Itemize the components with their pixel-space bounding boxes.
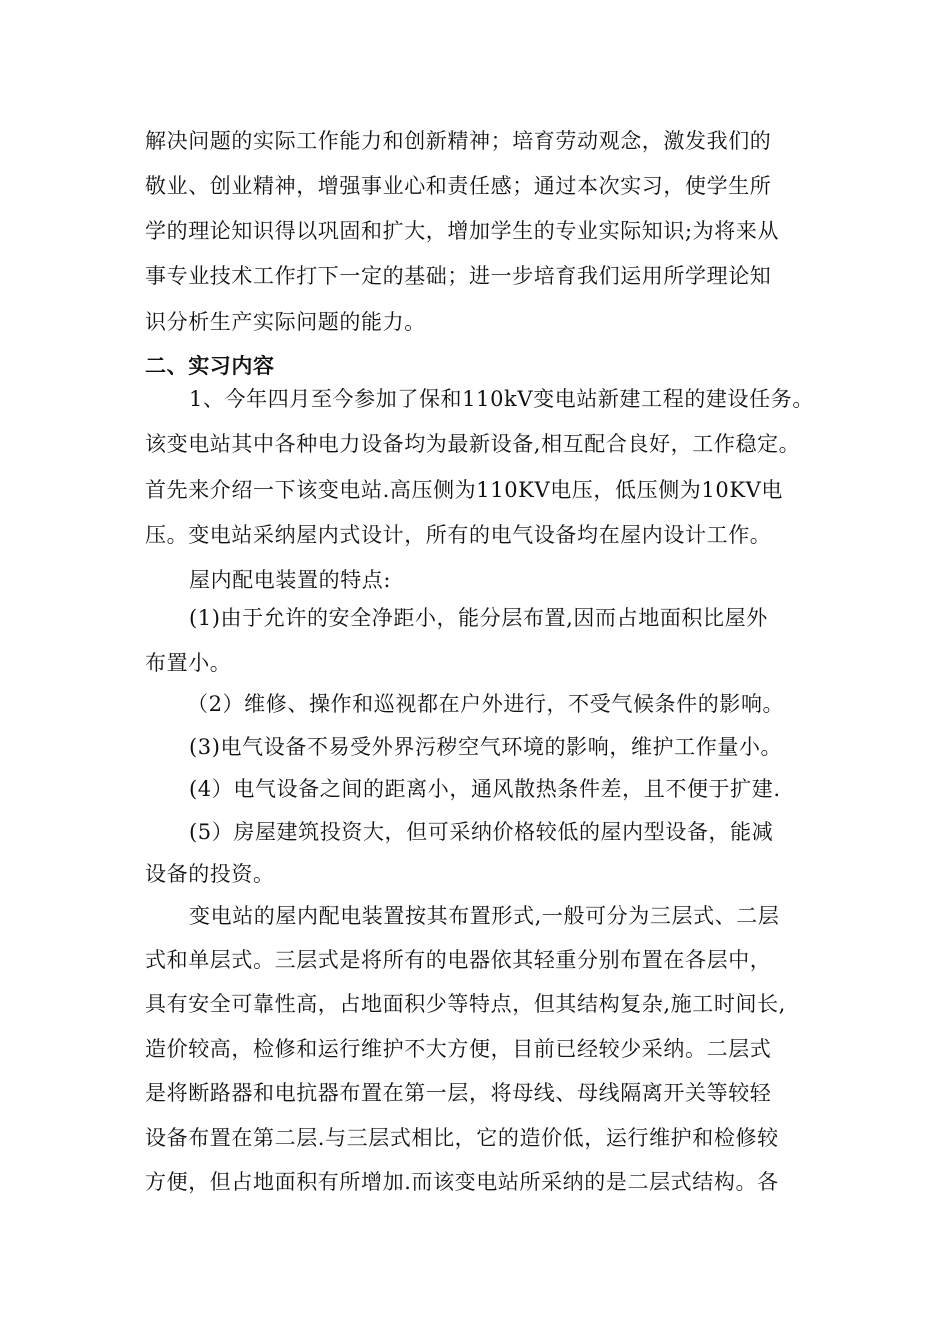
text-line: 压。变电站采纳屋内式设计，所有的电气设备均在屋内设计工作。: [145, 523, 772, 547]
text-line: 屋内配电装置的特点:: [189, 568, 392, 592]
text-line: 解决问题的实际工作能力和创新精神；培育劳动观念，激发我们的: [145, 129, 772, 153]
text-line: 1、今年四月至今参加了保和110kV变电站新建工程的建设任务。: [189, 387, 814, 411]
text-line: 是将断路器和电抗器布置在第一层，将母线、母线隔离开关等较轻: [145, 1081, 772, 1105]
text-line: 敬业、创业精神，增强事业心和责任感；通过本次实习，使学生所: [145, 174, 772, 198]
text-line: (4）电气设备之间的距离小，通风散热条件差，且不便于扩建.: [189, 777, 781, 801]
text-line: 该变电站其中各种电力设备均为最新设备,相互配合良好，工作稳定。: [145, 432, 801, 456]
text-line: 变电站的屋内配电装置按其布置形式,一般可分为三层式、二层: [189, 904, 780, 928]
text-line: 事专业技术工作打下一定的基础；进一步培育我们运用所学理论知: [145, 264, 772, 288]
text-line: 识分析生产实际问题的能力。: [145, 310, 426, 334]
text-line: 式和单层式。三层式是将所有的电器依其轻重分别布置在各层中，: [145, 948, 772, 972]
text-line: 造价较高，检修和运行维护不大方便，目前已经较少采纳。二层式: [145, 1037, 772, 1061]
section-heading: 二、实习内容: [145, 354, 275, 378]
text-line: （2）维修、操作和巡视都在户外进行，不受气候条件的影响。: [187, 692, 785, 716]
text-line: 学的理论知识得以巩固和扩大，增加学生的专业实际知识;为将来从: [145, 219, 780, 243]
text-line: 具有安全可靠性高，占地面积少等特点，但其结构复杂,施工时间长,: [145, 992, 786, 1016]
text-line: 方便，但占地面积有所增加.而该变电站所采纳的是二层式结构。各: [145, 1170, 779, 1194]
text-line: 设备的投资。: [145, 862, 275, 886]
text-line: (1)由于允许的安全净距小，能分层布置,因而占地面积比屋外: [189, 606, 768, 630]
text-line: 首先来介绍一下该变电站.高压侧为110KV电压，低压侧为10KV电: [145, 478, 783, 502]
text-line: (3)电气设备不易受外界污秽空气环境的影响，维护工作量小。: [189, 735, 783, 759]
text-line: (5）房屋建筑投资大，但可采纳价格较低的屋内型设备，能减: [189, 820, 774, 844]
text-line: 布置小。: [145, 651, 232, 675]
text-line: 设备布置在第二层.与三层式相比，它的造价低，运行维护和检修较: [145, 1126, 779, 1150]
